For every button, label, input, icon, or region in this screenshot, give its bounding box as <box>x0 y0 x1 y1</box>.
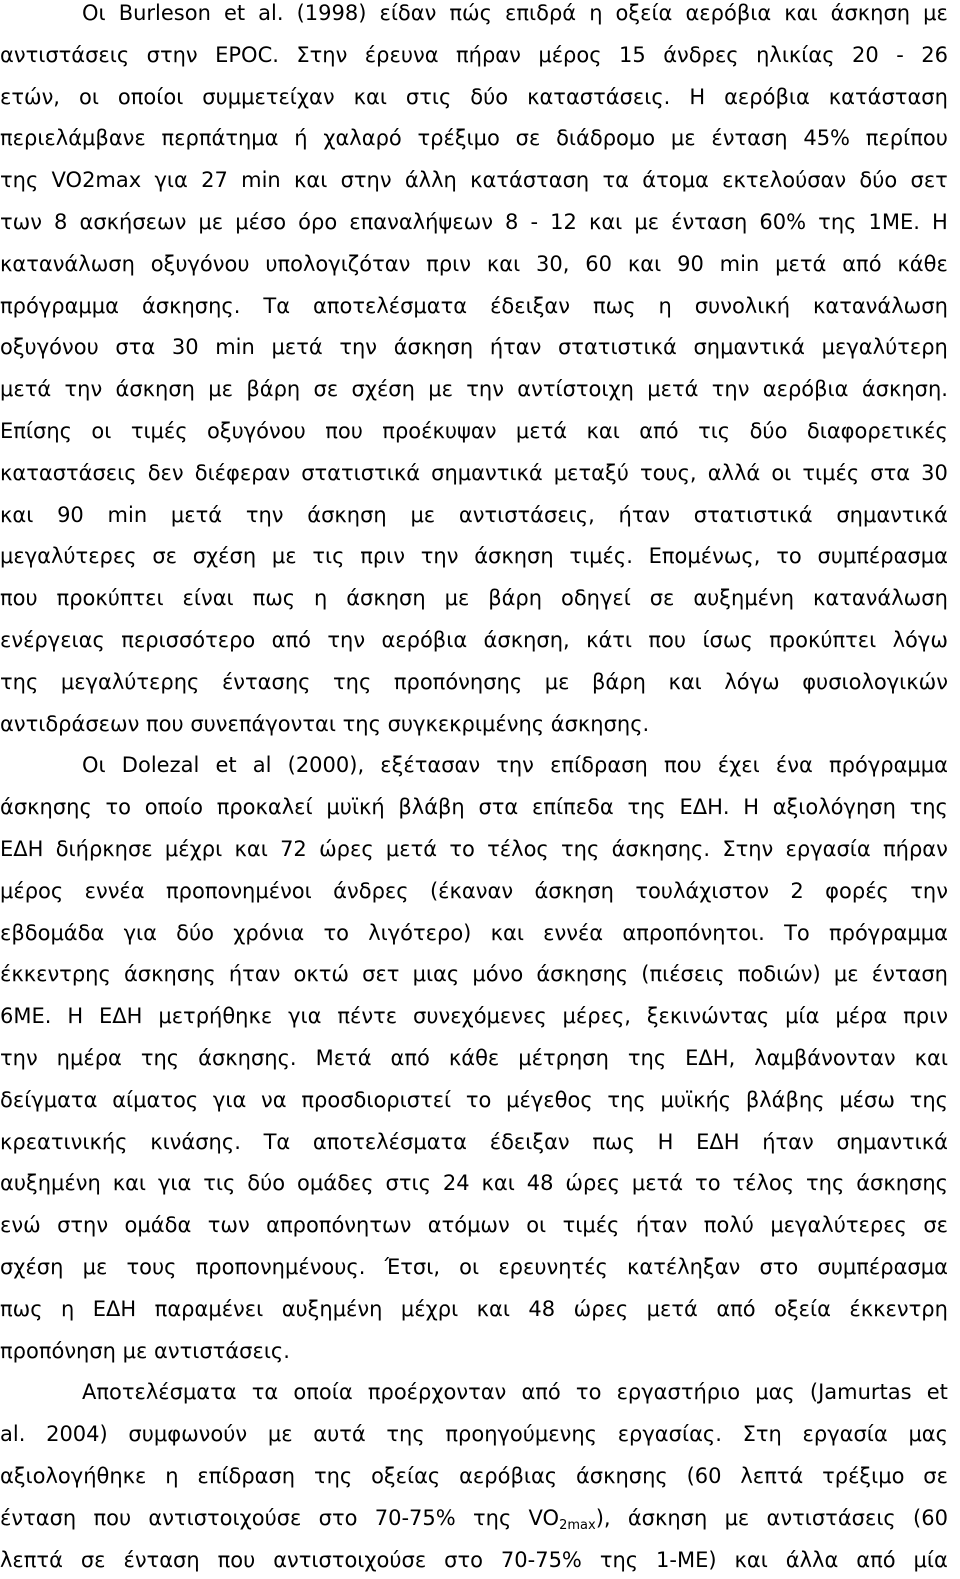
text-line: ενώ στην ομάδα των απροπόνητων ατόμων οι τιμές ήταν πολύ μεγαλύτερες σε <box>0 1213 948 1238</box>
text-line: ετών, οι οποίοι συμμετείχαν και στις δύο καταστάσεις. Η αερόβια κατάσταση <box>0 84 948 109</box>
text-line: Οι Dolezal et al (2000), εξέτασαν την επίδραση που έχει ένα πρόγραμμα <box>82 753 948 778</box>
text-line: οξυγόνου στα 30 min μετά την άσκηση ήταν στατιστικά σημαντικά μεγαλύτερη <box>0 335 948 360</box>
text-line: την ημέρα της άσκησης. Μετά από κάθε μέτρηση της ΕΔΗ, λαμβάνονταν και <box>0 1046 948 1070</box>
text-line: μέρος εννέα προπονημένοι άνδρες (έκαναν άσκηση τουλάχιστον 2 φορές την <box>0 878 948 903</box>
text-line: Επίσης οι τιμές οξυγόνου που προέκυψαν μετά και από τις δύο διαφορετικές <box>0 419 948 443</box>
text-line: κατανάλωση οξυγόνου υπολογιζόταν πριν και 30, 60 και 90 min μετά από κάθε <box>0 251 948 276</box>
text-line: αξιολογήθηκε η επίδραση της οξείας αερόβιας άσκησης (60 λεπτά τρέξιμο σε <box>0 1464 948 1488</box>
text-line: ΕΔΗ διήρκησε μέχρι και 72 ώρες μετά το τέλος της άσκησης. Στην εργασία πήραν <box>0 837 948 861</box>
text-line: προπόνηση με αντιστάσεις. <box>0 1338 290 1363</box>
text-line: 6ΜΕ. Η ΕΔΗ μετρήθηκε για πέντε συνεχόμενες μέρες, ξεκινώντας μία μέρα πριν <box>0 1004 948 1029</box>
text-line: και 90 min μετά την άσκηση με αντιστάσεις, ήταν στατιστικά σημαντικά <box>0 502 948 527</box>
text-line: πως η ΕΔΗ παραμένει αυξημένη μέχρι και 48 ώρες μετά από οξεία έκκεντρη <box>0 1296 948 1321</box>
text-line: πρόγραμμα άσκησης. Τα αποτελέσματα έδειξαν πως η συνολική κατανάλωση <box>0 293 948 318</box>
text-line: Οι Burleson et al. (1998) είδαν πώς επιδρά η οξεία αερόβια και άσκηση με <box>82 1 948 25</box>
text-line: ενέργειας περισσότερο από την αερόβια άσκηση, κάτι που ίσως προκύπτει λόγω <box>0 628 948 652</box>
text-line: μεγαλύτερες σε σχέση με τις πριν την άσκηση τιμές. Επομένως, το συμπέρασμα <box>0 544 948 569</box>
text-line: αντιδράσεων που συνεπάγονται της συγκεκριμένης άσκησης. <box>0 711 650 736</box>
text-line: έκκεντρης άσκησης ήταν οκτώ σετ μιας μόνο άσκησης (πιέσεις ποδιών) με ένταση <box>0 962 948 987</box>
text-line: σχέση με τους προπονημένους. Έτσι, οι ερευνητές κατέληξαν στο συμπέρασμα <box>0 1255 948 1279</box>
text-line: περιελάμβανε περπάτημα ή χαλαρό τρέξιμο σε διάδρομο με ένταση 45% περίπου <box>0 126 948 151</box>
text-line: της μεγαλύτερης έντασης της προπόνησης με βάρη και λόγω φυσιολογικών <box>0 669 948 694</box>
text-line: κρεατινικής κινάσης. Τα αποτελέσματα έδειξαν πως Η ΕΔΗ ήταν σημαντικά <box>0 1129 948 1154</box>
text-line: που προκύπτει είναι πως η άσκηση με βάρη οδηγεί σε αυξημένη κατανάλωση <box>0 586 948 611</box>
text-line: δείγματα αίματος για να προσδιοριστεί το μέγεθος της μυϊκής βλάβης μέσω της <box>0 1087 948 1112</box>
text-line: Αποτελέσματα τα οποία προέρχονταν από το εργαστήριο μας (Jamurtas et <box>82 1380 948 1405</box>
text-line: καταστάσεις δεν διέφεραν στατιστικά σημαντικά μεταξύ τους, αλλά οι τιμές στα 30 <box>0 460 948 485</box>
text-line: εβδομάδα για δύο χρόνια το λιγότερο) και εννέα απροπόνητοι. Το πρόγραμμα <box>0 920 948 945</box>
text-line: ένταση που αντιστοιχούσε στο 70-75% της $VO_{2max}$), άσκηση με αντιστάσεις (60 <box>0 1505 948 1533</box>
text-line: al. 2004) συμφωνούν με αυτά της προηγούμενης εργασίας. Στη εργασία μας <box>0 1422 948 1447</box>
text-line: των 8 ασκήσεων με μέσο όρο επαναλήψεων 8 - 12 και με ένταση 60% της 1ΜΕ. Η <box>0 210 948 234</box>
text-line: μετά την άσκηση με βάρη σε σχέση με την αντίστοιχη μετά την αερόβια άσκηση. <box>0 377 948 402</box>
text-line: λεπτά σε ένταση που αντιστοιχούσε στο 70-75% της 1-ΜΕ) και άλλα από μία <box>0 1547 948 1572</box>
text-line: αυξημένη και για τις δύο ομάδες στις 24 και 48 ώρες μετά το τέλος της άσκησης <box>0 1171 948 1196</box>
text-line: αντιστάσεις στην EPOC. Στην έρευνα πήραν μέρος 15 άνδρες ηλικίας 20 - 26 <box>0 42 948 67</box>
text-line: της VO2max για 27 min και στην άλλη κατάσταση τα άτομα εκτελούσαν δύο σετ <box>0 168 948 193</box>
text-line: άσκησης το οποίο προκαλεί μυϊκή βλάβη στα επίπεδα της ΕΔΗ. Η αξιολόγηση της <box>0 795 948 820</box>
